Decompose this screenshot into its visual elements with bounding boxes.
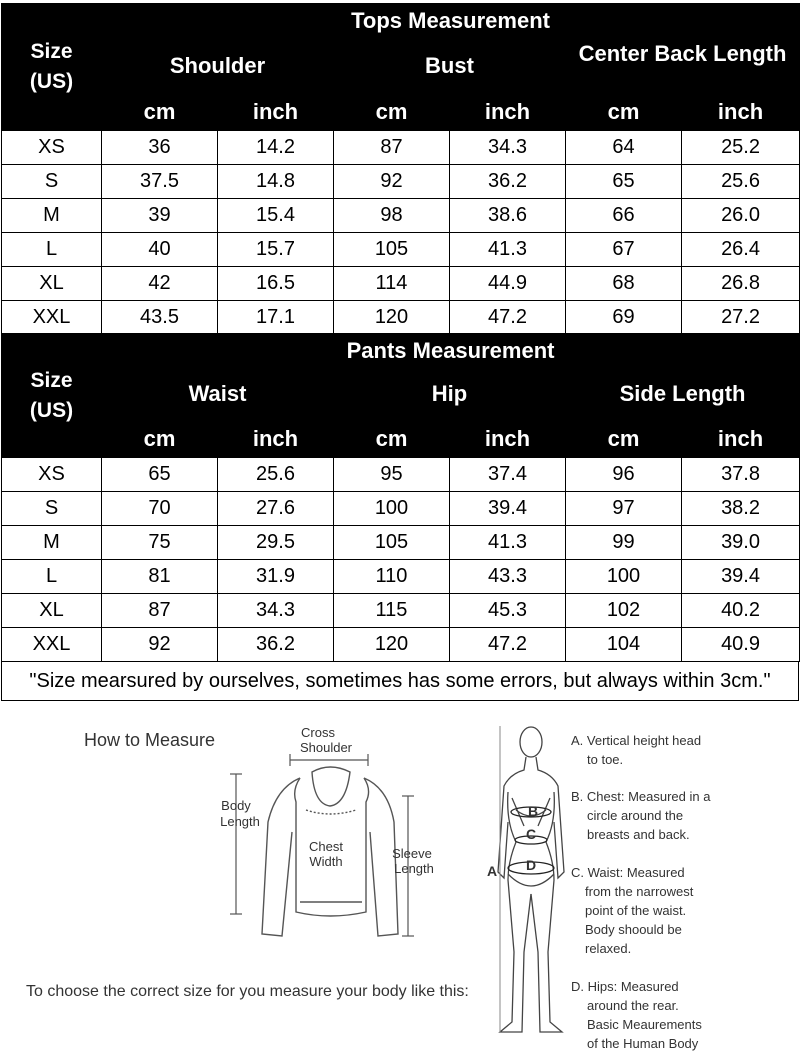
shoulder-header: Shoulder [102,39,334,93]
note-d-line-4: of the Human Body [587,1036,699,1051]
measurement-cell: 25.6 [682,165,800,199]
size-cell: XL [2,267,102,301]
body-length-label-2: Length [220,814,260,829]
measurement-cell: 99 [566,526,682,560]
measurement-cell: 105 [334,526,450,560]
measurement-cell: 39 [102,199,218,233]
measurement-cell: 25.6 [218,458,334,492]
measurement-cell: 25.2 [682,131,800,165]
size-cell: L [2,560,102,594]
measurement-cell: 34.3 [450,131,566,165]
note-a-line-2: to toe. [587,752,624,767]
measurement-cell: 40.9 [682,628,800,662]
unit-inch: inch [218,93,334,131]
measurement-disclaimer: "Size mearsured by ourselves, sometimes has some errors, but always within 3cm." [1,661,799,701]
measurement-cell: 39.4 [450,492,566,526]
measurement-cell: 15.4 [218,199,334,233]
measurement-cell: 27.6 [218,492,334,526]
guide-heading: How to Measure [84,730,216,750]
measurement-cell: 65 [102,458,218,492]
measurement-cell: 14.8 [218,165,334,199]
measure-notes [571,733,711,1051]
measurement-cell: 37.5 [102,165,218,199]
size-cell: XS [2,131,102,165]
table-row [2,165,800,199]
measurement-cell: 98 [334,199,450,233]
measurement-cell: 120 [334,628,450,662]
measurement-cell: 44.9 [450,267,566,301]
human-body-figure-icon [498,727,564,1032]
measurement-cell: 36.2 [450,165,566,199]
measurement-cell: 41.3 [450,233,566,267]
size-cell: XXL [2,301,102,335]
cross-shoulder-label-1: Cross [301,725,335,740]
measurement-cell: 45.3 [450,594,566,628]
measurement-cell: 39.0 [682,526,800,560]
size-cell: M [2,526,102,560]
measurement-cell: 95 [334,458,450,492]
measurement-cell: 40 [102,233,218,267]
body-length-arrow [230,774,242,914]
measurement-cell: 29.5 [218,526,334,560]
body-label-d: D [525,857,537,873]
measurement-cell: 120 [334,301,450,335]
cross-shoulder-arrow [290,754,368,766]
center-back-length-header: Center Back Length [566,39,800,93]
note-b-line-2: circle around the [587,808,684,823]
unit-cm: cm [102,93,218,131]
tops-unit-row [2,93,800,131]
measurement-cell: 115 [334,594,450,628]
body-label-c: C [525,826,537,842]
note-a-line-1: A. Vertical height head [571,733,702,748]
table-row [2,233,800,267]
measurement-cell: 15.7 [218,233,334,267]
measure-instruction: To choose the correct size for you measure your body like this: [26,983,469,1000]
measurement-cell: 16.5 [218,267,334,301]
size-cell: M [2,199,102,233]
measurement-cell: 34.3 [218,594,334,628]
measurement-cell: 114 [334,267,450,301]
note-c-line-4: Body shoould be [585,922,682,937]
table-row [2,526,800,560]
table-row [2,594,800,628]
size-cell: S [2,492,102,526]
measurement-cell: 68 [566,267,682,301]
measurement-cell: 97 [566,492,682,526]
table-row [2,628,800,662]
body-length-label-1: Body [221,798,251,813]
pants-size-table [1,333,800,662]
measurement-cell: 26.8 [682,267,800,301]
unit-inch: inch [682,420,800,458]
bust-header: Bust [334,39,566,93]
pants-title: Pants Measurement [102,334,800,369]
table-row [2,301,800,335]
tops-size-table [1,3,800,335]
measurement-cell: 92 [102,628,218,662]
measurement-cell: 43.3 [450,560,566,594]
note-d-line-1: D. Hips: Measured [571,979,679,994]
size-cell: XS [2,458,102,492]
measurement-cell: 70 [102,492,218,526]
measurement-cell: 102 [566,594,682,628]
measurement-cell: 69 [566,301,682,335]
size-us-header: Size (US) [2,334,102,458]
measurement-cell: 40.2 [682,594,800,628]
measurement-cell: 64 [566,131,682,165]
body-label-b: B [527,803,539,819]
tops-title: Tops Measurement [102,4,800,39]
unit-inch: inch [682,93,800,131]
size-cell: XXL [2,628,102,662]
size-cell: S [2,165,102,199]
hip-header: Hip [334,369,566,420]
measurement-cell: 110 [334,560,450,594]
measurement-cell: 47.2 [450,301,566,335]
table-row [2,492,800,526]
measurement-cell: 65 [566,165,682,199]
measurement-cell: 37.4 [450,458,566,492]
measurement-cell: 14.2 [218,131,334,165]
measurement-cell: 39.4 [682,560,800,594]
unit-cm: cm [334,93,450,131]
measurement-cell: 27.2 [682,301,800,335]
table-row [2,267,800,301]
body-label-a: A [486,863,498,879]
measurement-cell: 75 [102,526,218,560]
note-d-line-2: around the rear. [587,998,679,1013]
unit-cm: cm [102,420,218,458]
sleeve-length-label-2: Length [394,861,434,876]
measurement-cell: 92 [334,165,450,199]
waist-header: Waist [102,369,334,420]
unit-cm: cm [334,420,450,458]
measurement-cell: 17.1 [218,301,334,335]
how-to-measure-guide [0,702,800,1060]
cross-shoulder-label-2: Shoulder [299,740,353,755]
measurement-cell: 104 [566,628,682,662]
chest-width-label-1: Chest [309,839,343,854]
note-b-line-3: breasts and back. [587,827,690,842]
measurement-cell: 87 [102,594,218,628]
measurement-cell: 100 [334,492,450,526]
unit-inch: inch [450,420,566,458]
note-c-line-2: from the narrowest [585,884,694,899]
measurement-cell: 66 [566,199,682,233]
measurement-cell: 43.5 [102,301,218,335]
table-row [2,458,800,492]
measurement-cell: 42 [102,267,218,301]
note-c-line-5: relaxed. [585,941,632,956]
measurement-cell: 36.2 [218,628,334,662]
unit-cm: cm [566,420,682,458]
measurement-cell: 36 [102,131,218,165]
measurement-cell: 96 [566,458,682,492]
size-cell: XL [2,594,102,628]
measurement-cell: 37.8 [682,458,800,492]
size-us-header: Size (US) [2,4,102,131]
measurement-cell: 67 [566,233,682,267]
measurement-cell: 38.2 [682,492,800,526]
table-row [2,199,800,233]
table-row [2,131,800,165]
measurement-cell: 81 [102,560,218,594]
chest-width-label-2: Width [309,854,343,869]
measurement-cell: 41.3 [450,526,566,560]
note-c-line-3: point of the waist. [585,903,687,918]
measurement-cell: 31.9 [218,560,334,594]
table-row [2,560,800,594]
note-b-line-1: B. Chest: Measured in a [571,789,711,804]
sleeve-length-label-1: Sleeve [392,846,432,861]
unit-cm: cm [566,93,682,131]
size-cell: L [2,233,102,267]
measurement-cell: 47.2 [450,628,566,662]
note-c-line-1: C. Waist: Measured [571,865,685,880]
measurement-cell: 105 [334,233,450,267]
unit-inch: inch [218,420,334,458]
pants-unit-row [2,420,800,458]
unit-inch: inch [450,93,566,131]
measurement-cell: 100 [566,560,682,594]
measurement-cell: 38.6 [450,199,566,233]
note-d-line-3: Basic Meaurements [587,1017,702,1032]
measurement-cell: 26.0 [682,199,800,233]
measurement-cell: 87 [334,131,450,165]
measurement-cell: 26.4 [682,233,800,267]
side-length-header: Side Length [566,369,800,420]
